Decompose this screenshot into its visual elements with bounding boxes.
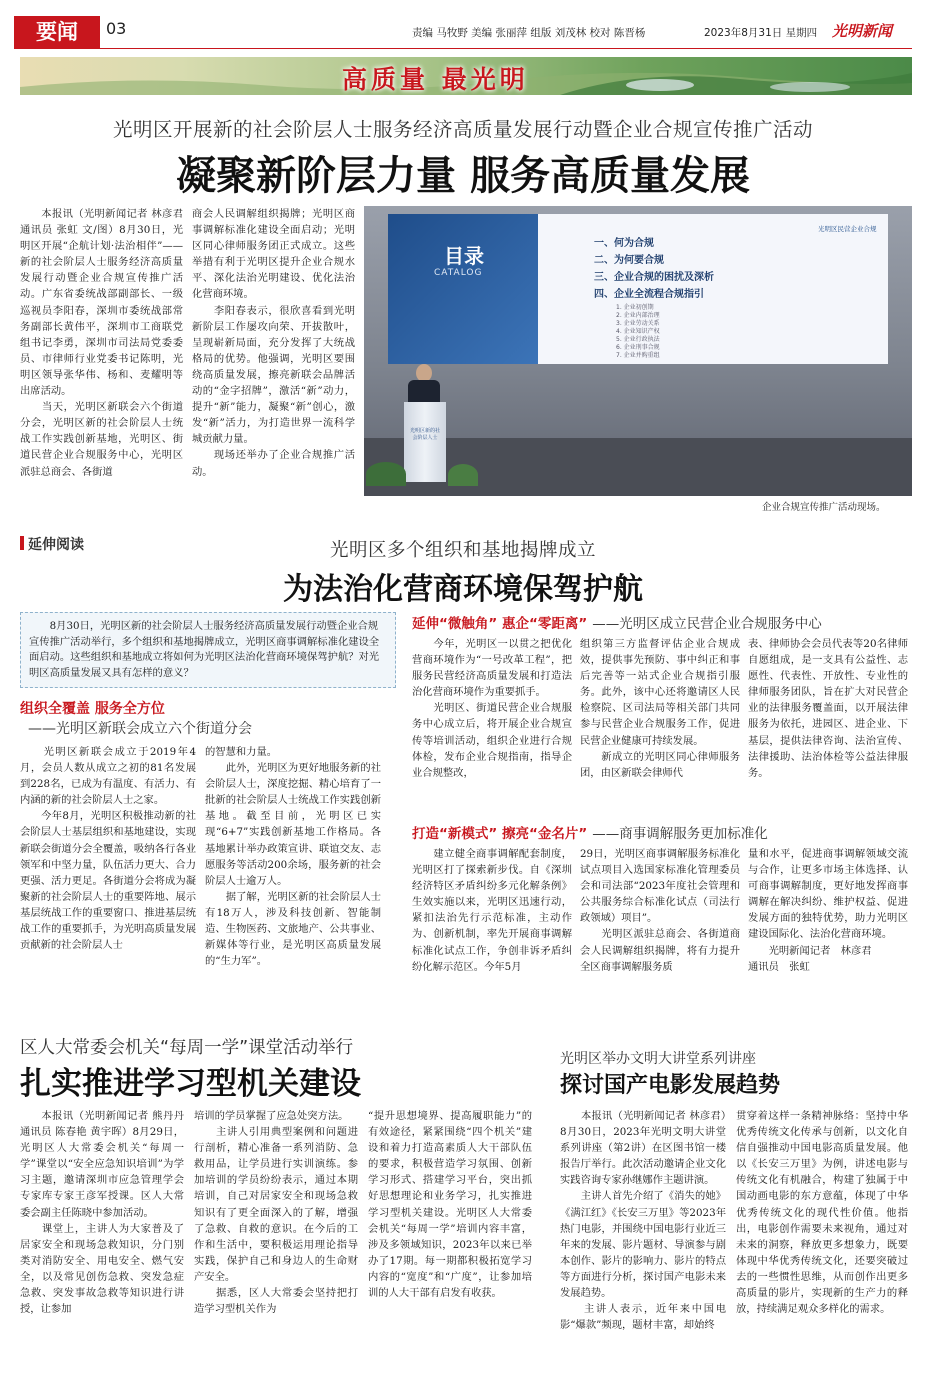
agenda-sub-3: 3. 企业劳动关系 <box>616 320 660 327</box>
agenda-item-2: 二、为何要合规 <box>594 255 664 266</box>
sub3-heading-red: 打造“新模式” 擦亮“金名片” <box>412 826 588 842</box>
agenda-item-3: 三、企业合规的困扰及深析 <box>594 272 714 283</box>
agenda-sub-1: 1. 企业初创期 <box>616 304 654 311</box>
story3-headline: 扎实推进学习型机关建设 <box>20 1066 361 1102</box>
sub3-column-1: 建立健全商事调解配套制度，光明区打了探索新步伐。自《深圳经济特区矛盾纠纷多元化解条例》生效实施以来，光明区迅速行动，紧扣法治先行示范标准，主动作为、创新机制，率先开展商事调解标准化试点工作，争创非诉矛盾纠纷化解示范区。今年5月 <box>412 848 572 973</box>
sub2-heading <box>412 612 822 632</box>
sub2-heading-gray: ——光明区成立民营企业合规服务中心 <box>592 616 822 632</box>
editor-credits: 责编 马牧野 美编 张丽萍 组版 刘茂林 校对 陈晋杨 <box>412 27 646 39</box>
stage-floor <box>364 438 912 496</box>
sub2-column-3: 表、律师协会会员代表等20名律师自愿组成，是一支具有公益性、志愿性、代表性、开放性、专业性的律师服务团队，旨在扩大对民营企业的法律服务覆盖面，以开展法律服务为依托，进园区、进企业、下基层，提供法律咨询、法治宣传、法律援助、法治体检等公益法律服务。 <box>748 638 908 779</box>
sub1-column-2: 的智慧和力量。 此外，光明区为更好地服务新的社会阶层人士，深度挖掘、精心培育了一批新的社会阶层人士统战工作实践创新基地。截至目前，光明区已实现“6+7”实践创新基地工作格局。各基地累计举办政策宣讲、联谊交友、志愿服务等活动200余场，服务新的社会阶层人士逾万人。 据了解，光明区新的社会阶层人士有18万人，涉及科技创新、智能制造、生物医药、文旅地产、公共事业、新媒体等行业，是光明区高质量发展的“生力军”。 <box>205 746 381 968</box>
screen-title: 目录 <box>444 244 484 268</box>
agenda-sub-4: 4. 企业知识产权 <box>616 328 660 335</box>
section-tag: 延伸阅读 <box>28 537 84 553</box>
story1-kicker: 光明区开展新的社会阶层人士服务经济高质量发展行动暨企业合规宣传推广活动 <box>112 118 813 141</box>
sub1-column-1: 光明区新联会成立于2019年4月，会员人数从成立之初的81名发展到228名，已成为有温度、有活力、有内涵的新的社会阶层人士之家。 今年8月，光明区积极推动新的社会阶层人士基层组织和基地建设，实现新联会街道分会全覆盖，吸纳各行各业领军和中坚力量，队伍活力更大、合力更强、活力更足。各街道分会将成为凝聚新的社会阶层人士的重要阵地、展示基层统战工作的重要窗口、推进基层统战工作的重要抓手，为光明高质量发展贡献新的社会阶层人士 <box>20 746 196 952</box>
sub1-heading <box>20 698 165 718</box>
sub1-heading-gray: ——光明区新联会成立六个街道分会 <box>28 721 252 737</box>
agenda-sub-5: 5. 企业行政执法 <box>616 336 660 343</box>
story4-column-1: 本报讯（光明新闻记者 林彦君）8月30日，2023年光明文明大讲堂系列讲座（第2讲）在区图书馆一楼报告厅举行。此次活动邀请企业文化实践咨询专家孙继娜作主题讲演。 主讲人首先介绍了《消失的她》《满江红》《长安三万里》等2023年热门电影，并围绕中国电影行业近三年来的发展、影片题材、导演参与剧本创作、影片的影响力、影片的特点等方面进行分析，探讨国产电影未来发展趋势。 主讲人表示，近年来中国电影“爆款”频现，题材丰富，却始终 <box>560 1110 726 1332</box>
story2-headline: 为法治化营商环境保驾护航 <box>283 572 643 607</box>
sub3-column-3: 量和水平，促进商事调解领域交流与合作，让更多市场主体选择、认可商事调解制度，更好地发挥商事调解在解决纠纷、维护权益、促进发展方面的独特优势，助力光明区建设国际化、法治化营商环境。 光明新闻记者 林彦君 通讯员 张虹 <box>748 848 908 973</box>
story1-column-2: 商会人民调解组织揭牌；光明区商事调解标准化建设全面启动；光明区同心律师服务团正式成立。这些举措有利于光明区提升企业合规水平、深化法治光明建设、优化法治化营商环境。 李阳春表示，很欣喜看到光明新阶层工作屡攻向荣、开拔散叶，呈现崭新局面，充分发挥了大统战格局的优势。他强调，光明区要围绕高质量发展，擦亮新联会品牌活动的“金字招牌”，激活“新”动力，提升“新”能力，凝聚“新”创心，激发“新”活力，为打造世界一流科学城贡献力量。 现场还举办了企业合规推广活动。 <box>192 208 355 478</box>
podium <box>404 402 446 482</box>
agenda-sub-6: 6. 企业刑事合规 <box>616 344 660 351</box>
story3-column-1: 本报讯（光明新闻记者 熊丹丹 通讯员 陈春艳 黄宇晖）8月29日，光明区人大常委会机关“每周一学”课堂以“安全应急知识培训”为学习主题，邀请深圳市应急管理学会专家库专家王彦军授课。区人大常委会副主任陈晓中参加活动。 课堂上，主讲人为大家普及了居家安全和现场急救知识，分门别类对消防安全、用电安全、燃气安全，以及常见创伤急救、突发急症急救、突发事故急救等知识进行讲授，让参加 <box>20 1110 184 1316</box>
agenda-item-1: 一、何为合规 <box>594 238 654 249</box>
agenda-item-4: 四、企业全流程合规指引 <box>594 289 704 300</box>
screen-subtitle: CATALOG <box>434 268 483 278</box>
sub1-heading-red: 组织全覆盖 服务全方位 <box>20 701 165 717</box>
page-number: 03 <box>106 19 127 38</box>
masthead-rule <box>14 48 912 49</box>
podium-label: 光明区新的社会阶层人士 <box>409 428 440 441</box>
story4-headline: 探讨国产电影发展趋势 <box>560 1073 781 1098</box>
sub2-column-2: 组织第三方监督评估企业合规成效，提供事先预防、事中纠正和事后完善等一站式企业合规指引服务。此外，该中心还将邀请区人民检察院、区司法局等相关部门共同参与民营企业合规服务工作，促进民营企业健康可持续发展。 新成立的光明区同心律师服务团，由区新联会律师代 <box>580 638 740 779</box>
sub3-heading-gray: ——商事调解服务更加标准化 <box>592 826 768 842</box>
event-photo <box>364 206 912 496</box>
issue-date: 2023年8月31日 星期四 <box>704 27 818 39</box>
photo-caption: 企业合规宣传推广活动现场。 <box>762 502 886 513</box>
sub2-column-1: 今年，光明区一以贯之把优化营商环境作为“一号改革工程”，把服务民营经济高质量发展和打造法治化营商环境作为重要抓手。 光明区、街道民营企业合规服务中心成立后，将开展企业合规宣传等培训活动，组织企业进行合规体检，发布企业合规指南，指导企业合规整改， <box>412 638 572 779</box>
banner <box>20 57 912 95</box>
story2-kicker: 光明区多个组织和基地揭牌成立 <box>329 540 596 561</box>
stage-plant-right <box>448 464 478 486</box>
story3-kicker: 区人大常委会机关“每周一学”课堂活动举行 <box>20 1038 354 1058</box>
story3-column-2: 培训的学员掌握了应急处突方法。 主讲人引用典型案例和问题进行剖析，精心准备一系列消防、急救用品，让学员进行实训演练。参加培训的学员纷纷表示，通过本期培训，自己对居家安全和现场急救知识有了更全面深入的了解，增强了急救、自救的意识。在今后的工作和生活中，要积极运用理论指导实践，保护自己和身边人的生命财产安全。 据悉，区人大常委会坚持把打造学习型机关作为 <box>194 1110 358 1316</box>
sub3-column-2: 29日，光明区商事调解服务标准化试点项目入选国家标准化管理委员会和司法部“2023年度社会管理和公共服务综合标准化试点（司法行政领域）项目”。 光明区派驻总商会、各街道商会人民调解组织揭牌，将有力提升全区商事调解服务质 <box>580 848 740 973</box>
screen-org-label: 光明区民营企业合规 <box>818 225 877 233</box>
story4-kicker: 光明区举办文明大讲堂系列讲座 <box>560 1051 756 1067</box>
stage-plant-left <box>366 462 406 486</box>
screen-accent-block <box>388 214 538 364</box>
sub3-heading <box>412 822 768 842</box>
story3-column-3: “提升思想境界、提高履职能力”的有效途径，紧紧围绕“四个机关”建设和着力打造高素质人大干部队伍的要求，积极营造学习氛围、创新学习形式、搭建学习平台，突出抓好思想理论和业务学习，扎实推进学习型机关建设。光明区人大常委会机关“每周一学”培训内容丰富，涉及多领域知识，2023年以来已举办了17期。每一期都积极拓宽学习内容的“宽度”和“广度”，让参加培训的人大干部有启发有收获。 <box>368 1110 532 1300</box>
agenda-sub-7: 7. 企业并购重组 <box>616 352 660 359</box>
agenda-sub-2: 2. 企业内部治理 <box>616 312 660 319</box>
story4-column-2: 贯穿着这样一条精神脉络：坚持中华优秀传统文化传承与创新，以文化自信自强推动中国电影高质量发展。他以《长安三万里》为例，讲述电影与传统文化有机融合，构建了独属于中国动画电影的东方意蕴，体现了中华优秀传统文化的现代性价值。他指出，电影创作需要未来视角，通过对未来的洞察，释放更多想象力，既要体现中华优秀传统文化，还要突破过去的一些惯性思维，从而创作出更多高质量的影片，实现新的生产力的释放，持续满足观众多样化的需求。 <box>736 1110 908 1316</box>
lead-box: 8月30日，光明区新的社会阶层人士服务经济高质量发展行动暨企业合规宣传推广活动举行，多个组织和基地揭牌成立，光明区商事调解标准化建设全面启动。这些组织和基地成立将如何为光明区法治化营商环境保驾护航？对光明区高质量发展又具有怎样的意义？ <box>20 612 396 688</box>
banner-title: 高质量 最光明 <box>342 65 529 94</box>
sub2-heading-red: 延伸“微触角” 惠企“零距离” <box>412 616 588 632</box>
story1-column-1: 本报讯（光明新闻记者 林彦君 通讯员 张虹 文/图）8月30日，光明区开展“企航计划·法治相伴”——新的社会阶层人士服务经济高质量发展行动暨企业合规宣传推广活动。广东省委统战部副部长、一级巡视员李阳春，深圳市委统战部常务副部长黄伟平，深圳市工商联党组书记李勇，深圳市司法局党委委员、市律师行业党委书记陈明，光明区领导张华伟、杨和、麦耀明等出席活动。 当天，光明区新联会六个街道分会，光明区新的社会阶层人士统战工作实践创新基地，光明区、街道民营企业合规服务中心，光明区派驻总商会、各街道 <box>20 208 183 478</box>
brand-logo: 光明新闻 <box>832 22 893 40</box>
section-label: 要闻 <box>14 16 100 48</box>
story1-headline: 凝聚新阶层力量 服务高质量发展 <box>176 153 750 199</box>
presentation-screen <box>388 214 888 364</box>
